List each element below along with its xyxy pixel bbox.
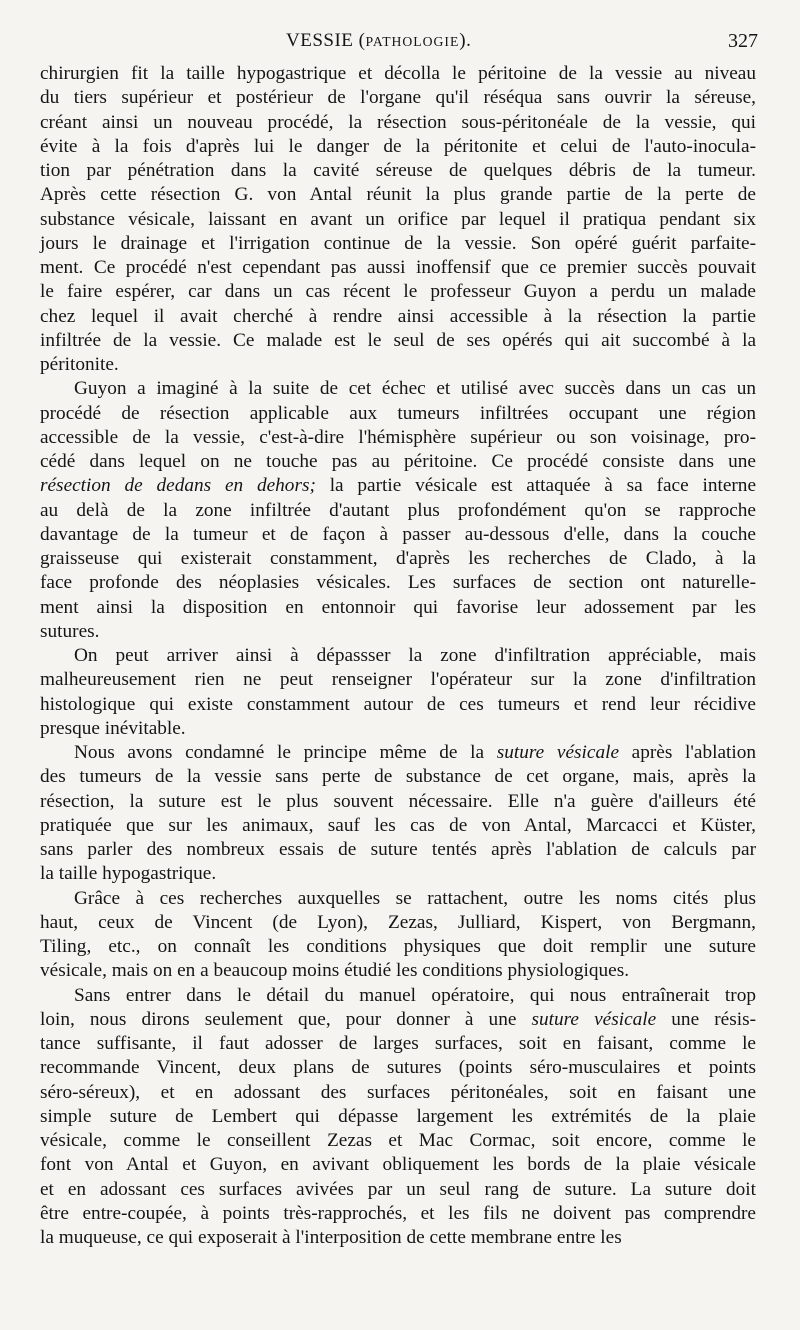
text-line: tion par pénétration dans la cavité séreuse de quelques débris de la tumeur. xyxy=(40,160,756,181)
text-line: infiltrée de la vessie. Ce malade est le seul de ses opérés qui ait succombé à la xyxy=(40,329,756,351)
running-head xyxy=(286,30,471,52)
text-line: résection de dedans en dehors; la partie vésicale est attaquée à sa face interne xyxy=(40,475,757,497)
paragraph xyxy=(40,62,756,377)
running-head-close: ). xyxy=(459,30,472,51)
text-line: Grâce à ces recherches auxquelles se rattachent, outre les noms cités plus xyxy=(74,887,756,909)
text-line: chez lequel il avait cherché à rendre ainsi accessible à la résection la partie xyxy=(40,305,756,327)
text-line: chirurgien fit la taille hypogastrique et décolla le péritoine de la vessie au niveau xyxy=(40,63,756,84)
text-line: loin, nous dirons seulement que, pour donner à une suture vésicale une résis- xyxy=(40,1008,756,1030)
text-line: créant ainsi un nouveau procédé, la résection sous-péritonéale de la vessie, qui xyxy=(40,111,756,133)
text-line: Guyon a imaginé à la suite de cet échec et utilisé avec succès dans un cas un xyxy=(74,378,756,400)
text-line: histologique qui existe constamment autour de ces tumeurs et rend leur récidive xyxy=(40,693,756,715)
text-line: Nous avons condamné le principe même de la suture vésicale après l'ablation xyxy=(74,742,756,763)
text-line: accessible de la vessie, c'est-à-dire l'hémisphère supérieur ou son voisinage, pro- xyxy=(40,426,756,448)
paragraph xyxy=(40,741,756,887)
text-line: au delà de la zone infiltrée d'autant plus profondément qu'on se rapproche xyxy=(40,499,756,521)
text-line: tance suffisante, il faut adosser de larges surfaces, soit en faisant, comme le xyxy=(40,1033,756,1054)
text-line: font von Antal et Guyon, en avivant obliquement les bords de la plaie vésicale xyxy=(40,1154,756,1176)
text-line: simple suture de Lembert qui dépasse largement les extrémités de la plaie xyxy=(40,1105,756,1127)
text-line: Sans entrer dans le détail du manuel opératoire, qui nous entraînerait trop xyxy=(74,984,756,1006)
text-line: évite à la fois d'après lui le danger de la péritonite et celui de l'auto-inocula- xyxy=(40,135,756,157)
text-line: séro-séreux), et en adossant des surfaces péritonéales, soit en faisant une xyxy=(40,1081,756,1103)
text-line: presque inévitable. xyxy=(40,717,186,739)
text-line: On peut arriver ainsi à dépassser la zone d'infiltration appréciable, mais xyxy=(74,645,756,666)
text-line: substance vésicale, laissant en avant un orifice par lequel il pratiqua pendant six xyxy=(40,208,756,230)
text-line: vésicale, mais on en a beaucoup moins étudié les conditions physiologiques. xyxy=(40,960,630,982)
text-line: des tumeurs de la vessie sans perte de substance de cet organe, mais, après la xyxy=(40,766,756,788)
page-number: 327 xyxy=(728,30,758,52)
text-line: sans parler des nombreux essais de suture tentés après l'ablation de calculs par xyxy=(40,839,756,860)
text-line: la taille hypogastrique. xyxy=(40,863,217,885)
text-line: davantage de la tumeur et de façon à passer au-dessous d'elle, dans la couche xyxy=(40,523,756,545)
text-line: ment. Ce procédé n'est cependant pas aussi inoffensif que ce premier succès pouvait xyxy=(40,257,756,278)
text-line: procédé de résection applicable aux tumeurs infiltrées occupant une région xyxy=(40,402,756,424)
running-head-subtitle: PATHOLOGIE xyxy=(365,34,460,49)
text-line: la muqueuse, ce qui exposerait à l'interposition de cette membrane entre les xyxy=(40,1227,622,1248)
text-line: péritonite. xyxy=(40,354,119,375)
paragraph xyxy=(40,377,756,644)
text-line: malheureusement rien ne peut renseigner l'opérateur sur la zone d'infiltration xyxy=(40,669,756,691)
text-line: du tiers supérieur et postérieur de l'organe qu'il réséqua sans ouvrir la séreuse, xyxy=(40,87,756,109)
text-line: Après cette résection G. von Antal réunit la plus grande partie de la perte de xyxy=(40,184,756,206)
text-line: sutures. xyxy=(40,620,100,642)
text-line: le faire espérer, car dans un cas récent le professeur Guyon a perdu un malade xyxy=(40,281,756,303)
text-line: recommande Vincent, deux plans de sutures (points séro-musculaires et points xyxy=(40,1057,756,1079)
text-line: Tiling, etc., on connaît les conditions physiques que doit remplir une suture xyxy=(40,936,756,957)
text-line: jours le drainage et l'irrigation continue de la vessie. Son opéré guérit parfaite- xyxy=(40,232,756,254)
body-text xyxy=(40,62,756,1250)
page-header xyxy=(40,30,762,58)
running-head-title: VESSIE ( xyxy=(286,30,366,51)
text-line: cédé dans lequel on ne touche pas au péritoine. Ce procédé consiste dans une xyxy=(40,451,756,472)
text-line: et en adossant ces surfaces avivées par un seul rang de suture. La suture doit xyxy=(40,1178,756,1200)
text-line: être entre-coupée, à points très-rapprochés, et les fils ne doivent pas comprendre xyxy=(40,1202,756,1224)
paragraph xyxy=(40,644,756,741)
paragraph xyxy=(40,887,756,984)
text-line: vésicale, comme le conseillent Zezas et Mac Cormac, soit encore, comme le xyxy=(40,1130,756,1151)
text-line: pratiquée que sur les animaux, sauf les cas de von Antal, Marcacci et Küster, xyxy=(40,814,756,836)
text-line: graisseuse qui existerait constamment, d'après les recherches de Clado, à la xyxy=(40,548,756,569)
text-line: face profonde des néoplasies vésicales. Les surfaces de section ont naturelle- xyxy=(40,572,756,594)
text-line: ment ainsi la disposition en entonnoir qui favorise leur adossement par les xyxy=(40,596,756,618)
text-line: résection, la suture est le plus souvent nécessaire. Elle n'a guère d'ailleurs été xyxy=(40,790,756,812)
text-line: haut, ceux de Vincent (de Lyon), Zezas, Julliard, Kispert, von Bergmann, xyxy=(40,911,756,933)
paragraph xyxy=(40,984,756,1251)
